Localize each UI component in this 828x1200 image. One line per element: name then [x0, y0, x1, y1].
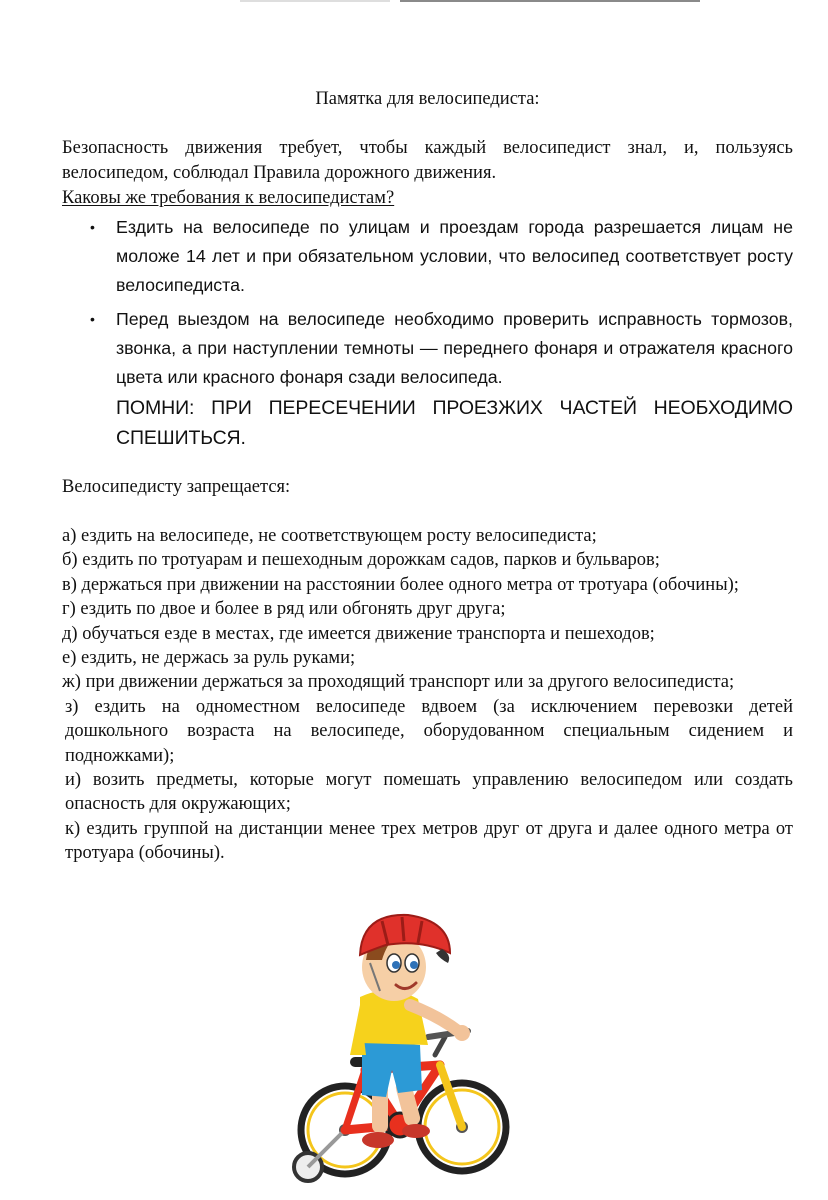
document-title: Памятка для велосипедиста:	[315, 89, 540, 109]
child-figure	[350, 915, 470, 1148]
requirements-question: Каковы же требования к велосипедистам?	[62, 188, 395, 208]
requirement-text: Ездить на велосипеде по улицам и проездам города разрешается лицам не моложе 14 лет и при обязательном условии, что велосипед соответствует росту велосипедиста.	[116, 217, 793, 295]
illustration-svg	[290, 905, 520, 1195]
prohibited-item: ж) при движении держаться за проходящий транспорт или за другого велосипедиста;	[62, 672, 735, 693]
requirements-list	[62, 213, 793, 392]
requirement-item	[90, 213, 793, 300]
prohibited-item: е) ездить, не держась за руль руками;	[62, 648, 356, 669]
prohibited-item: б) ездить по тротуарам и пешеходным дорожкам садов, парков и бульваров;	[62, 550, 660, 571]
requirement-item	[90, 305, 793, 392]
prohibited-item: з) ездить на одноместном велосипеде вдвоем (за исключением перевозки детей дошкольного возраста на велосипеде, оборудованном специальным сидением и подножками);	[65, 696, 793, 766]
prohibited-item: и) возить предметы, которые могут помешать управлению велосипедом или создать опасность для окружающих;	[65, 770, 793, 815]
scan-artifact	[240, 0, 390, 2]
prohibited-heading: Велосипедисту запрещается:	[62, 477, 291, 497]
prohibited-item: к) ездить группой на дистанции менее трех метров друг от друга и далее одного метра от тротуара (обочины).	[65, 818, 793, 864]
child-on-bicycle-illustration	[290, 905, 520, 1195]
bullet-icon: •	[90, 311, 95, 327]
prohibited-item: г) ездить по двое и более в ряд или обгонять друг друга;	[62, 599, 506, 620]
prohibited-list	[62, 524, 793, 866]
requirement-text: Перед выездом на велосипеде необходимо проверить исправность тормозов, звонка, а при наступлении темноты — переднего фонаря и отражателя красного цвета или красного фонаря сзади велосипеда.	[116, 309, 793, 387]
bullet-icon: •	[90, 219, 95, 235]
prohibited-item: а) ездить на велосипеде, не соответствующем росту велосипедиста;	[62, 526, 597, 546]
warning-text: ПОМНИ: ПРИ ПЕРЕСЕЧЕНИИ ПРОЕЗЖИХ ЧАСТЕЙ НЕОБХОДИМО СПЕШИТЬСЯ.	[116, 397, 793, 449]
document-page	[62, 86, 793, 866]
prohibited-item: в) держаться при движении на расстоянии более одного метра от тротуара (обочины);	[62, 574, 739, 595]
prohibited-item: д) обучаться езде в местах, где имеется движение транспорта и пешеходов;	[62, 623, 655, 644]
intro-paragraph: Безопасность движения требует, чтобы каждый велосипедист знал, и, пользуясь велосипедом, соблюдал Правила дорожного движения.	[62, 138, 793, 183]
scan-artifact	[400, 0, 700, 2]
